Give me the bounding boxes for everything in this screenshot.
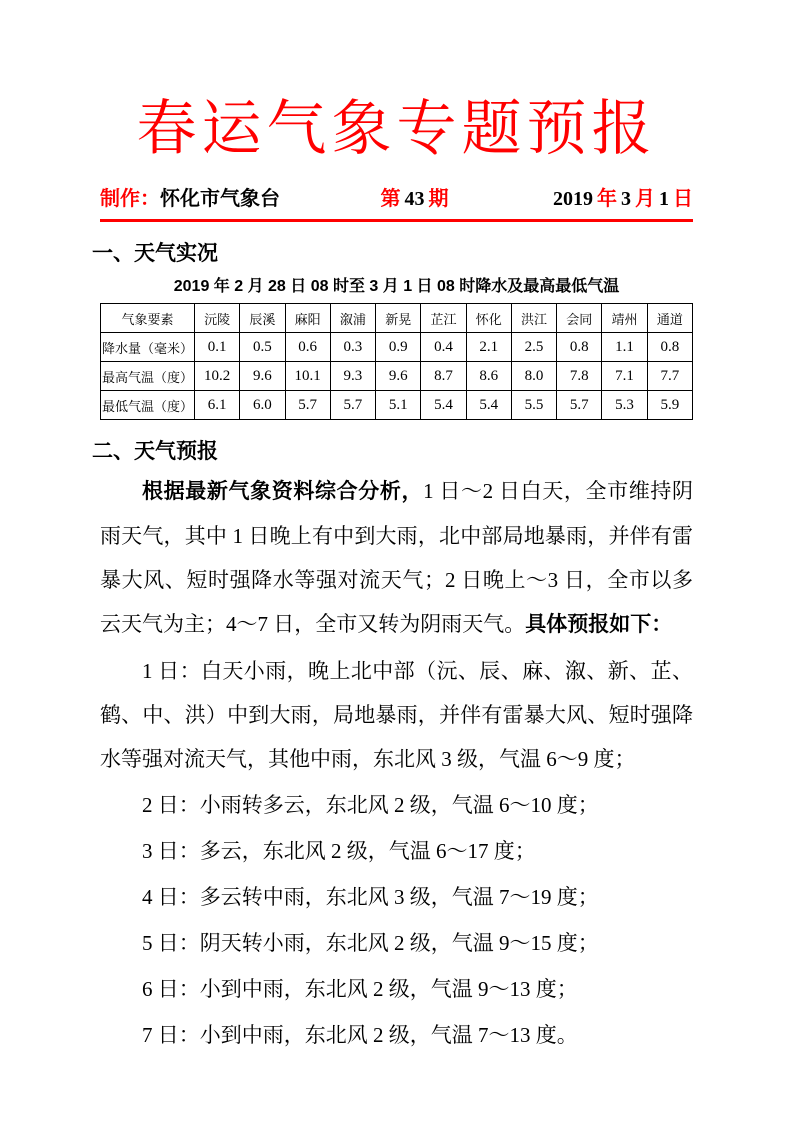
table-row — [101, 333, 693, 362]
table-header-cell: 沅陵 — [195, 304, 240, 333]
row-label-cell: 最低气温（度） — [101, 391, 195, 420]
issue-number: 43 — [404, 188, 425, 210]
intro-text: 1 日～2 日白天，全市维持阴雨天气，其中 1 日晚上有中到大雨，北中部局地暴雨，并伴有雷暴大风、短时强降水等强对流天气；2 日晚上～3 日，全市以多云天气为主；4～7 日，全市又转为阴雨天气。 — [100, 479, 694, 636]
table-cell: 7.1 — [602, 362, 647, 391]
table-cell: 8.7 — [421, 362, 466, 391]
table-cell: 0.5 — [240, 333, 285, 362]
date-year: 2019 — [553, 188, 593, 210]
table-header-cell: 辰溪 — [240, 304, 285, 333]
forecast-line: 5 日：阴天转小雨，东北风 2 级，气温 9～15 度； — [142, 931, 599, 955]
table-cell: 0.4 — [421, 333, 466, 362]
table-cell: 9.3 — [330, 362, 375, 391]
table-cell: 0.8 — [647, 333, 692, 362]
date-day: 1 — [659, 188, 669, 210]
table-cell: 0.1 — [195, 333, 240, 362]
table-cell: 7.8 — [557, 362, 602, 391]
table-header-cell: 芷江 — [421, 304, 466, 333]
forecast-line: 6 日：小到中雨，东北风 2 级，气温 9～13 度； — [142, 977, 578, 1001]
table-header-cell: 麻阳 — [285, 304, 330, 333]
table-cell: 1.1 — [602, 333, 647, 362]
table-header-cell: 通道 — [647, 304, 692, 333]
section2-heading: 二、天气预报 — [92, 440, 218, 463]
table-row — [101, 362, 693, 391]
issue-suffix: 期 — [428, 188, 449, 210]
intro-bold-lead: 根据最新气象资料综合分析， — [142, 480, 424, 503]
table-cell: 10.1 — [285, 362, 330, 391]
forecast-line: 7 日：小到中雨，东北风 2 级，气温 7～13 度。 — [142, 1023, 578, 1047]
table-cell: 8.6 — [466, 362, 511, 391]
table-header-cell: 洪江 — [511, 304, 556, 333]
weather-table-head — [101, 304, 693, 333]
table-cell: 5.9 — [647, 391, 692, 420]
table-cell: 5.7 — [285, 391, 330, 420]
table-cell: 5.4 — [421, 391, 466, 420]
document-title: 春运气象专题预报 — [136, 96, 657, 162]
table-cell: 5.7 — [330, 391, 375, 420]
weather-table-body — [101, 333, 693, 420]
forecast-line: 3 日：多云，东北风 2 级，气温 6～17 度； — [142, 839, 536, 863]
table-cell: 0.3 — [330, 333, 375, 362]
table-cell: 2.1 — [466, 333, 511, 362]
table-cell: 0.6 — [285, 333, 330, 362]
table-cell: 2.5 — [511, 333, 556, 362]
issue-number-line — [381, 186, 449, 212]
table-cell: 6.0 — [240, 391, 285, 420]
table-row — [101, 391, 693, 420]
forecast-line: 2 日：小雨转多云，东北风 2 级，气温 6～10 度； — [142, 793, 599, 817]
producer-label: 制作： — [100, 188, 160, 210]
table-cell: 10.2 — [195, 362, 240, 391]
issue-date — [549, 186, 693, 212]
table-cell: 8.0 — [511, 362, 556, 391]
table-header-cell: 会同 — [557, 304, 602, 333]
producer-value: 怀化市气象台 — [160, 188, 280, 210]
table-cell: 5.7 — [557, 391, 602, 420]
table-header-cell: 溆浦 — [330, 304, 375, 333]
intro-bold-tail: 具体预报如下： — [525, 613, 673, 636]
date-day-label: 日 — [673, 188, 693, 210]
table-cell: 6.1 — [195, 391, 240, 420]
section1-heading: 一、天气实况 — [92, 242, 218, 265]
table-header-cell: 新晃 — [376, 304, 421, 333]
row-label-cell: 最高气温（度） — [101, 362, 195, 391]
forecast-line: 1 日：白天小雨，晚上北中部（沅、辰、麻、溆、新、芷、鹤、中、洪）中到大雨，局地暴雨，并伴有雷暴大风、短时强降水等强对流天气，其他中雨，东北风 3 级，气温 6～9 度； — [100, 659, 693, 771]
forecast-line: 4 日：多云转中雨，东北风 3 级，气温 7～19 度； — [142, 885, 599, 909]
table-cell: 9.6 — [376, 362, 421, 391]
weather-table-caption: 2019 年 2 月 28 日 08 时至 3 月 1 日 08 时降水及最高最低气温 — [173, 278, 620, 295]
weather-table — [100, 303, 693, 420]
daily-forecast-list — [100, 649, 693, 1057]
producer-line — [100, 186, 280, 212]
table-cell: 9.6 — [240, 362, 285, 391]
table-header-cell: 靖州 — [602, 304, 647, 333]
table-cell: 5.1 — [376, 391, 421, 420]
masthead — [100, 186, 693, 222]
table-cell: 5.4 — [466, 391, 511, 420]
table-cell: 0.8 — [557, 333, 602, 362]
issue-prefix: 第 — [380, 188, 401, 210]
date-year-label: 年 — [597, 188, 617, 210]
table-header-cell: 怀化 — [466, 304, 511, 333]
weather-table-header-row — [101, 304, 693, 333]
table-cell: 5.3 — [602, 391, 647, 420]
table-header-cell: 气象要素 — [101, 304, 195, 333]
date-month-label: 月 — [635, 188, 655, 210]
forecast-intro-paragraph — [100, 469, 693, 647]
table-cell: 5.5 — [511, 391, 556, 420]
date-month: 3 — [621, 188, 631, 210]
table-cell: 0.9 — [376, 333, 421, 362]
table-cell: 7.7 — [647, 362, 692, 391]
row-label-cell: 降水量（毫米） — [101, 333, 195, 362]
